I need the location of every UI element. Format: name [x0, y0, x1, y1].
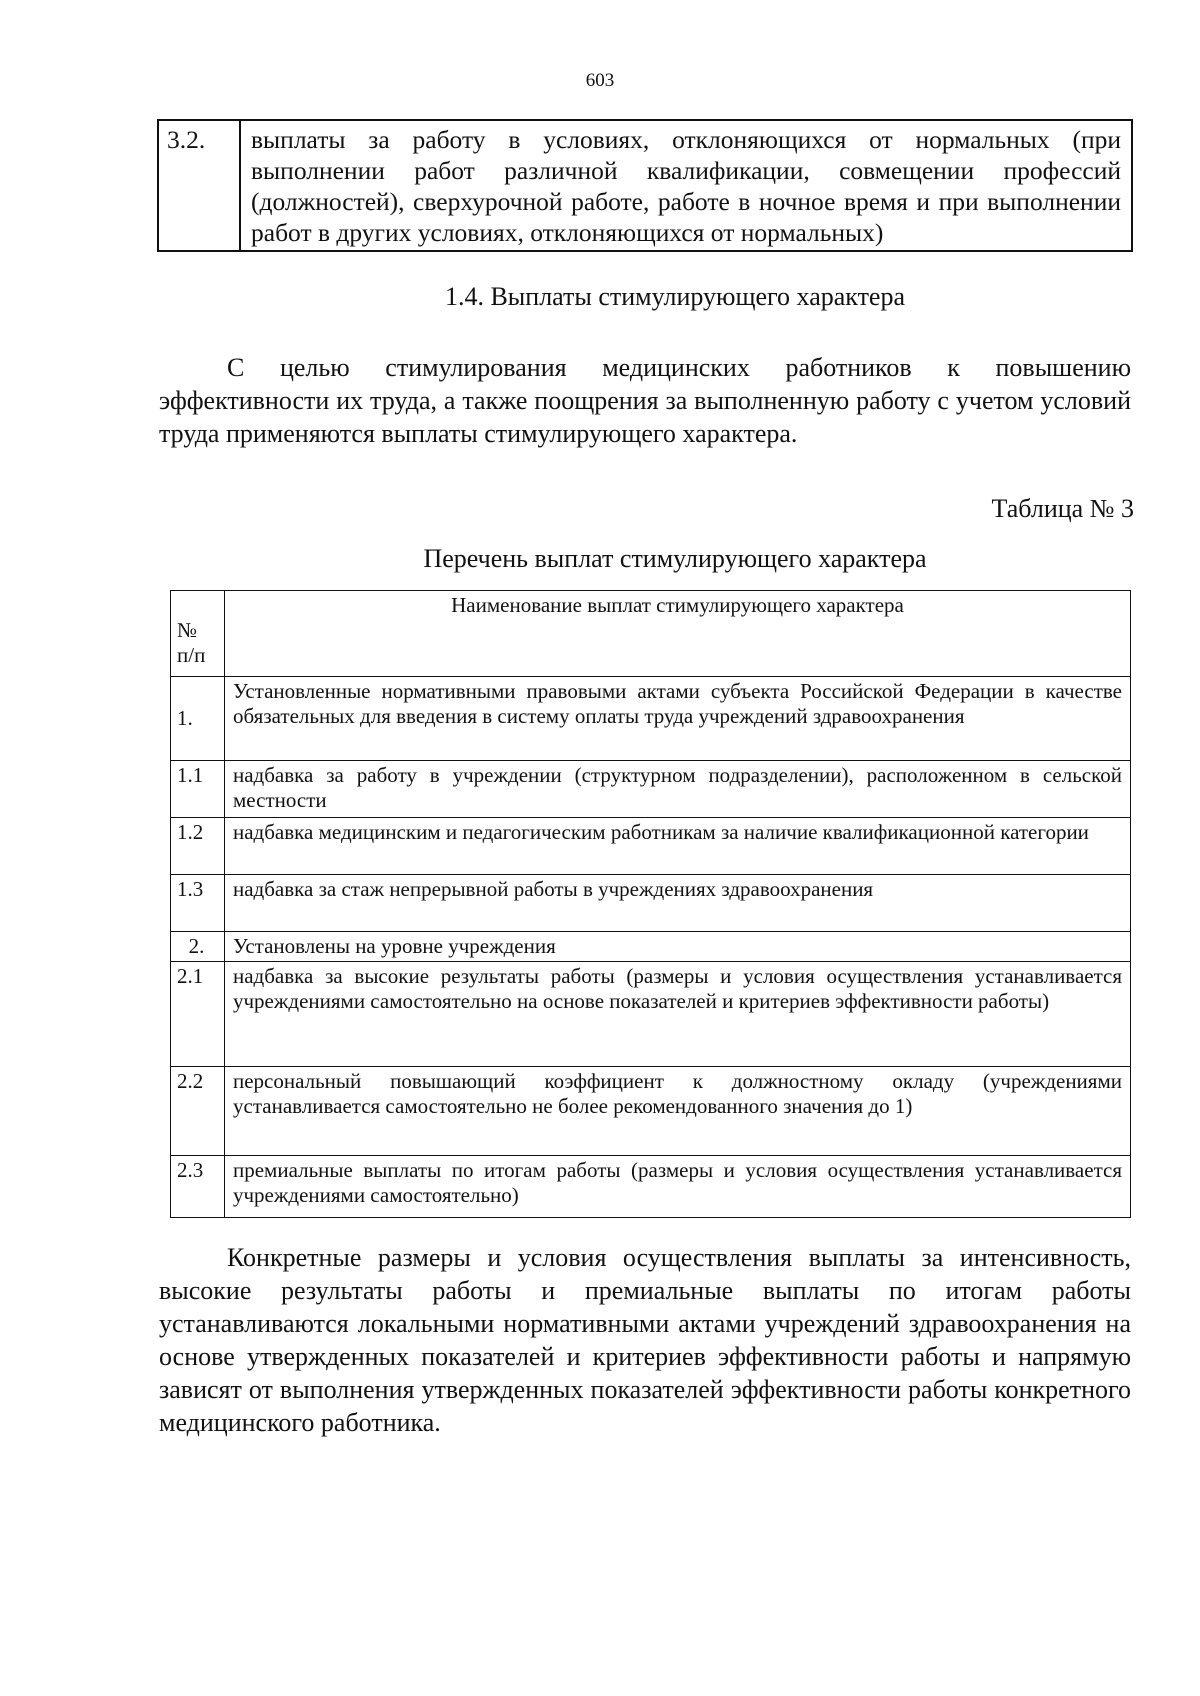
table-row [171, 818, 1131, 875]
row-number: 2. [171, 932, 225, 962]
row-text: надбавка за работу в учреждении (структурном подразделении), расположенном в сельской местности [225, 761, 1131, 818]
row-number: 3.2. [158, 120, 240, 251]
row-number: 2.3 [171, 1156, 225, 1218]
table-row [171, 932, 1131, 962]
row-text: персональный повышающий коэффициент к должностному окладу (учреждениями устанавливается самостоятельно не более рекомендованного значения до 1) [225, 1067, 1131, 1156]
row-text: надбавка за стаж непрерывной работы в учреждениях здравоохранения [225, 875, 1131, 932]
table-row [171, 1156, 1131, 1218]
table-row [171, 761, 1131, 818]
row-number: 1. [171, 677, 225, 761]
row-number: 1.2 [171, 818, 225, 875]
row-number: 1.3 [171, 875, 225, 932]
table-row [158, 120, 1132, 251]
row-text: надбавка за высокие результаты работы (размеры и условия осуществления устанавливается учреждениями самостоятельно на основе показателей и критериев эффективности работы) [225, 962, 1131, 1067]
row-text: премиальные выплаты по итогам работы (размеры и условия осуществления устанавливается учреждениями самостоятельно) [225, 1156, 1131, 1218]
row-number: 1.1 [171, 761, 225, 818]
closing-paragraph: Конкретные размеры и условия осуществления выплаты за интенсивность, высокие результаты работы и премиальные выплаты по итогам работы устанавливаются локальными нормативными актами учреждений здравоохранения на основе утвержденных показателей и критериев эффективности работы и напрямую зависят от выполнения утвержденных показателей эффективности работы конкретного медицинского работника. [159, 1243, 1131, 1437]
row-text: выплаты за работу в условиях, отклоняющихся от нормальных (при выполнении работ различной квалификации, совмещении профессий (должностей), сверхурочной работе, работе в ночное время и при выполнении работ в других условиях, отклоняющихся от нормальных) [240, 120, 1132, 251]
row-text: Установлены на уровне учреждения [225, 932, 1131, 962]
row-text: Установленные нормативными правовыми актами субъекта Российской Федерации в качестве обязательных для введения в систему оплаты труда учреждений здравоохранения [225, 677, 1131, 761]
section-title: 1.4. Выплаты стимулирующего характера [444, 282, 906, 311]
header-number: № п/п [171, 591, 225, 677]
page-number: 603 [585, 70, 615, 91]
table-row [171, 875, 1131, 932]
row-text: надбавка медицинским и педагогическим работникам за наличие квалификационной категории [225, 818, 1131, 875]
header-name: Наименование выплат стимулирующего характера [225, 591, 1131, 677]
table-row [171, 1067, 1131, 1156]
table-title: Перечень выплат стимулирующего характера [423, 544, 927, 573]
intro-paragraph: С целью стимулирования медицинских работников к повышению эффективности их труда, а также поощрения за выполненную работу с учетом условий труда применяются выплаты стимулирующего характера. [159, 353, 1131, 448]
row-number: 2.1 [171, 962, 225, 1067]
table-label: Таблица № 3 [991, 494, 1134, 523]
incentive-payments-table [170, 590, 1131, 1218]
table-header-row [171, 591, 1131, 677]
row-number: 2.2 [171, 1067, 225, 1156]
continued-payments-table [157, 119, 1133, 252]
table-row [171, 962, 1131, 1067]
table-row [171, 677, 1131, 761]
